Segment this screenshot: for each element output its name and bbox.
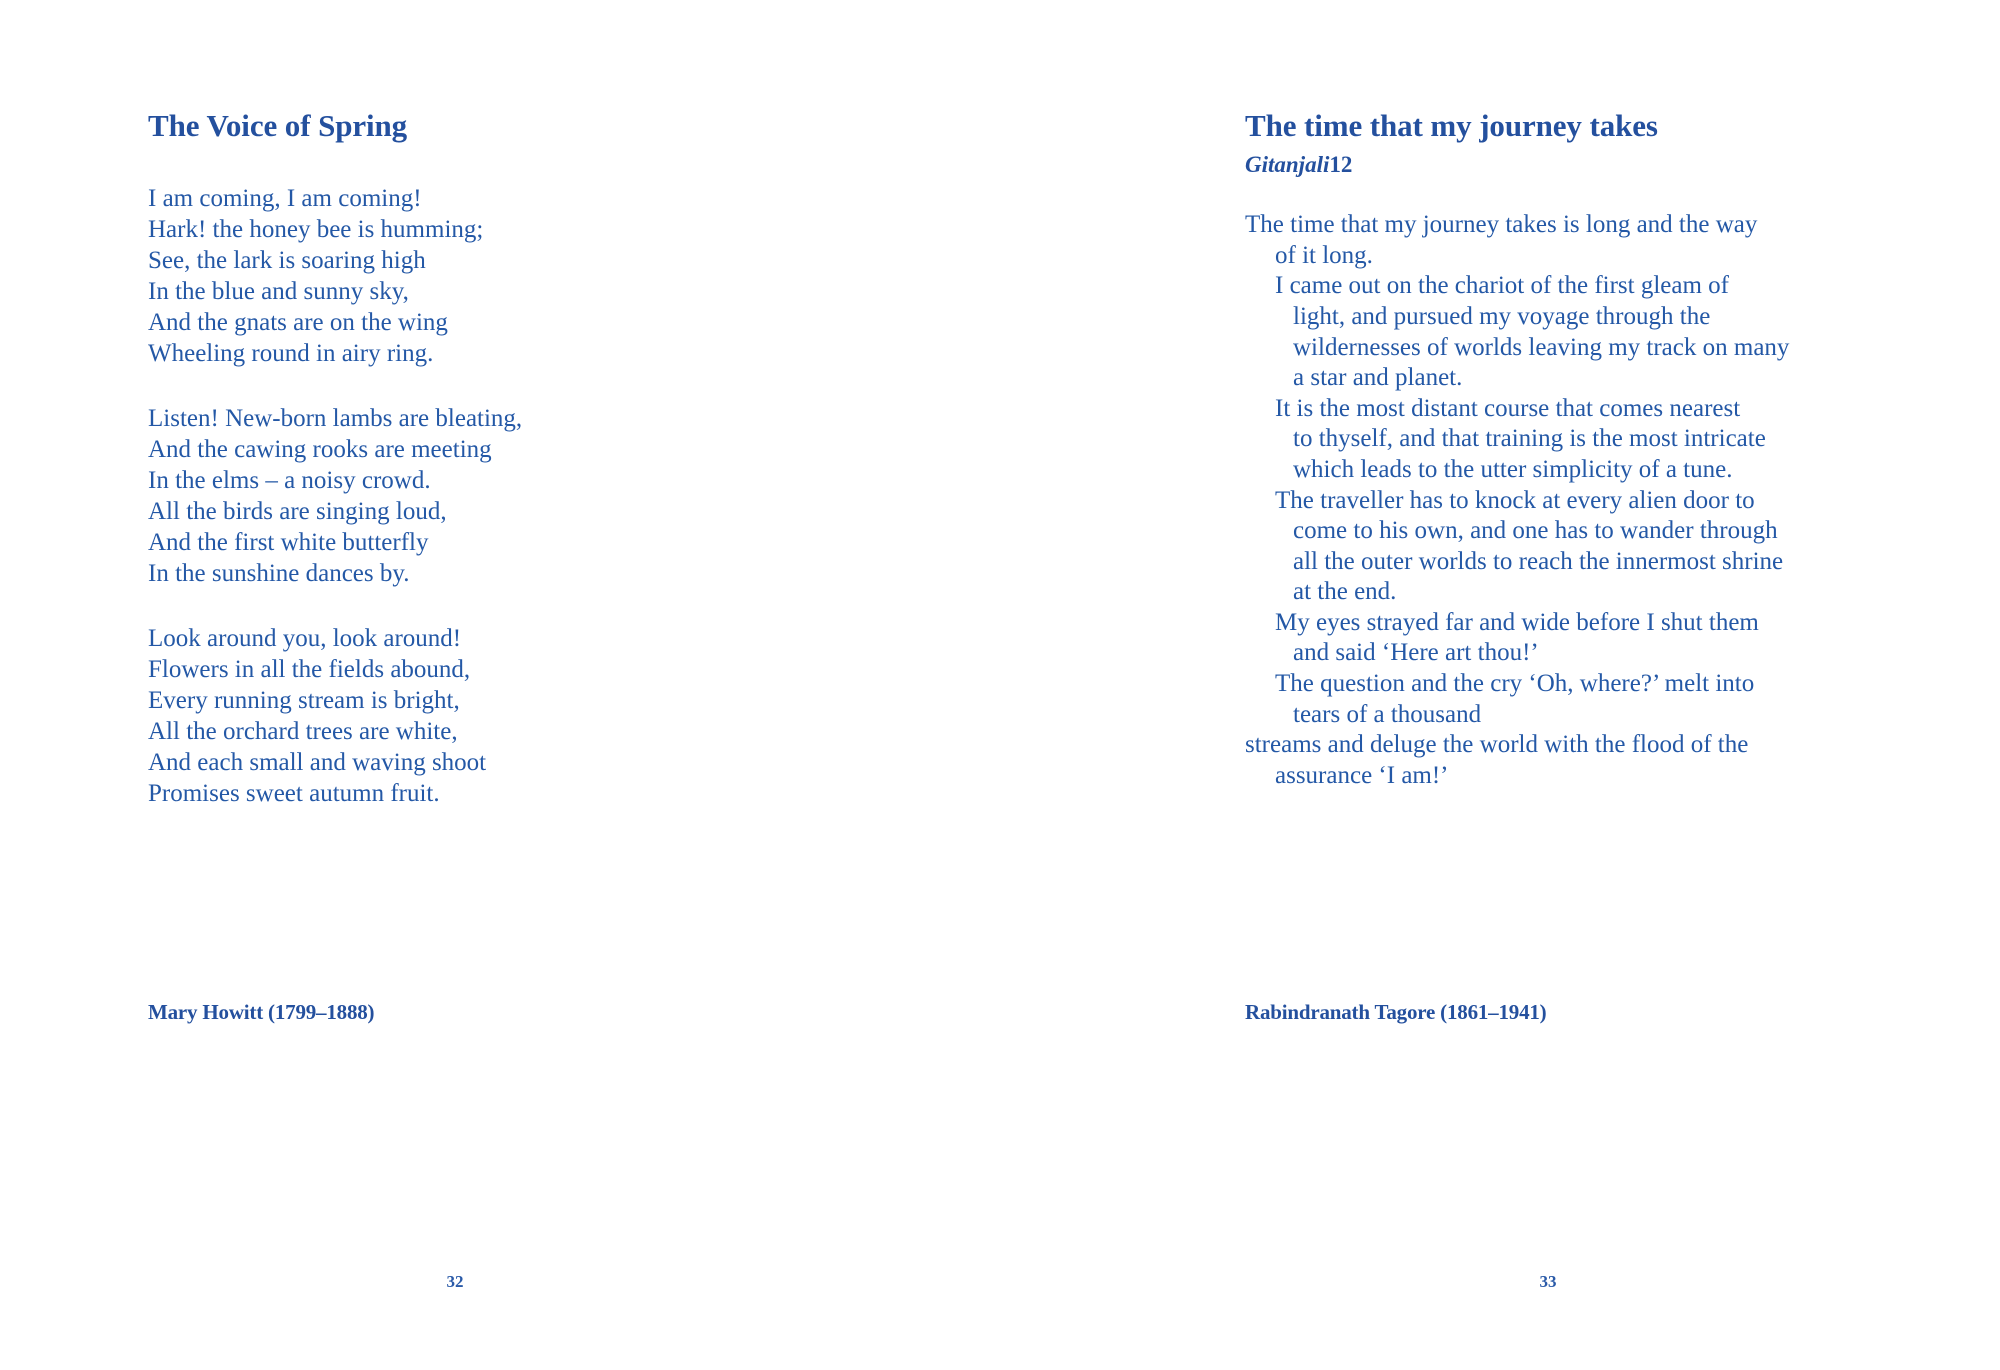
prose-line: all the outer worlds to reach the innermost shrine [1293, 547, 1784, 575]
verse-line: And each small and waving shoot [148, 748, 487, 776]
verse-line: Every running stream is bright, [148, 686, 460, 714]
prose-line: It is the most distant course that comes nearest [1275, 394, 1741, 422]
prose-line: at the end. [1293, 578, 1397, 606]
verse-line: In the blue and sunny sky, [148, 277, 409, 305]
prose-line: which leads to the utter simplicity of a tune. [1293, 455, 1733, 483]
prose-line: I came out on the chariot of the first gleam of [1275, 272, 1730, 300]
prose-line: to thyself, and that training is the most intricate [1293, 425, 1766, 453]
prose-line: The time that my journey takes is long and the way [1245, 211, 1758, 239]
prose-line: a star and planet. [1293, 364, 1463, 392]
prose-line: wildernesses of worlds leaving my track on many [1293, 333, 1790, 361]
prose-line: of it long. [1275, 241, 1373, 269]
verse-line: In the elms – a noisy crowd. [148, 466, 431, 494]
prose-line: tears of a thousand [1293, 700, 1482, 728]
stanza [148, 623, 848, 809]
verse-line: See, the lark is soaring high [148, 246, 426, 274]
prose-line: assurance ‘I am!’ [1275, 761, 1449, 789]
poem-subtitle-work: Gitanjali [1245, 151, 1330, 177]
prose-line: My eyes strayed far and wide before I shut them [1275, 608, 1759, 636]
verse-line: Wheeling round in airy ring. [148, 339, 434, 367]
poem-title-left: The Voice of Spring [148, 108, 408, 143]
poem-title-right: The time that my journey takes [1245, 108, 1658, 143]
poem-subtitle-right [1245, 151, 1925, 179]
verse-line: And the first white butterfly [148, 528, 429, 556]
prose-line: The traveller has to knock at every alien door to [1275, 486, 1755, 514]
stanza [148, 403, 848, 589]
folio-left: 32 [446, 1272, 464, 1291]
poem-attribution-right: Rabindranath Tagore (1861–1941) [1245, 1000, 1547, 1024]
prose-line: The question and the cry ‘Oh, where?’ melt into [1275, 670, 1755, 698]
verse-line: Look around you, look around! [148, 624, 462, 652]
verse-line: I am coming, I am coming! [148, 184, 422, 212]
verse-line: And the gnats are on the wing [148, 308, 448, 336]
poem-subtitle-number: 12 [1329, 151, 1353, 177]
poem-body-right [1245, 210, 1925, 791]
prose-line: and said ‘Here art thou!’ [1293, 639, 1539, 667]
prose-line: light, and pursued my voyage through the [1293, 302, 1711, 330]
folio-right: 33 [1539, 1272, 1557, 1291]
verse-line: Hark! the honey bee is humming; [148, 215, 484, 243]
verse-line: Listen! New-born lambs are bleating, [148, 404, 523, 432]
verse-line: All the birds are singing loud, [148, 497, 447, 525]
poem-attribution-left: Mary Howitt (1799–1888) [148, 1000, 375, 1024]
prose-line: streams and deluge the world with the flood of the [1245, 731, 1749, 759]
page-recto [1000, 0, 2000, 1370]
verse-line: And the cawing rooks are meeting [148, 435, 492, 463]
verse-line: Flowers in all the fields abound, [148, 655, 471, 683]
verse-line: In the sunshine dances by. [148, 559, 410, 587]
verse-line: Promises sweet autumn fruit. [148, 779, 440, 807]
poem-body-left [148, 183, 848, 809]
poem-block-right [1245, 108, 1925, 791]
prose-line: come to his own, and one has to wander through [1293, 517, 1778, 545]
verse-line: All the orchard trees are white, [148, 717, 458, 745]
poem-block-left [148, 108, 848, 809]
stanza [148, 183, 848, 369]
